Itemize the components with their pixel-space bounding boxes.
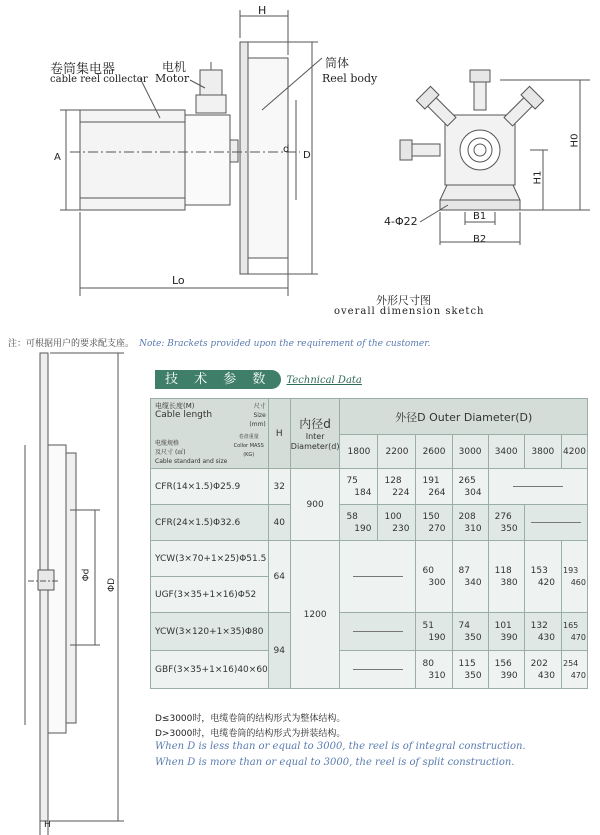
dim-label-D: D: [303, 150, 311, 161]
table-corner-cell: [151, 399, 269, 469]
side-label-H: H: [44, 820, 51, 830]
collector-body: [80, 110, 185, 210]
dim-label-B1: B1: [473, 211, 487, 222]
empty-cell: [524, 505, 587, 541]
diameter-header: 4200: [562, 435, 588, 469]
outer-diameter-header: 外径D Outer Diameter(D): [340, 399, 588, 435]
H-cell: 64: [268, 541, 290, 613]
diameter-header: 3800: [524, 435, 561, 469]
value-cell: 150 270: [416, 505, 452, 541]
spec-cell: CFR(24×1.5)Φ32.6: [151, 505, 269, 541]
empty-cell: [488, 469, 587, 505]
dimension-sketch-front: [0, 0, 600, 330]
footer-en-1: When D is less than or equal to 3000, the reel is of integral construction.: [155, 741, 526, 752]
note-cn: 注：可根据用户的要求配支座。: [8, 339, 135, 349]
footer-cn-2: D>3000时，电缆卷筒的结构形式为拼装结构。: [155, 729, 346, 739]
dash-mark: [353, 669, 403, 670]
value-cell: 193 460: [562, 541, 588, 613]
value-cell: 74 350: [452, 613, 488, 651]
spec-cell: CFR(14×1.5)Φ25.9: [151, 469, 269, 505]
end-view-shape: [400, 70, 590, 245]
side-label-phi-D: ΦD: [107, 577, 118, 593]
tech-header: [155, 368, 362, 387]
value-cell: 58 190: [340, 505, 378, 541]
empty-cell: [340, 613, 416, 651]
table-row: [151, 505, 588, 541]
connector-block: [185, 115, 230, 205]
diameter-header: 3400: [488, 435, 524, 469]
value-cell: 132 430: [524, 613, 561, 651]
corner-mass: 卷盘重量 Collor MASS (KG): [233, 434, 264, 458]
dim-label-H0: H0: [569, 133, 581, 148]
H-cell: 32: [268, 469, 290, 505]
holes-label: 4-Φ22: [384, 215, 418, 228]
table-row: [151, 651, 588, 689]
value-cell: 202 430: [524, 651, 561, 689]
motor-label-en: Motor: [155, 72, 190, 85]
collector-label-en: cable reel collector: [50, 74, 148, 85]
footer-cn-1: D≤3000时，电缆卷筒的结构形式为整体结构。: [155, 714, 346, 724]
diameter-header: 3000: [452, 435, 488, 469]
empty-cell: [340, 541, 416, 613]
value-cell: 153 420: [524, 541, 561, 613]
dim-label-A: A: [54, 152, 61, 163]
spec-cell: YCW(3×70+1×25)Φ51.5: [151, 541, 269, 577]
dim-label-H: H: [258, 4, 267, 17]
corner-spec: 电缆规格 及尺寸 (㎡) Cable standard and size: [155, 440, 228, 465]
H-cell: 40: [268, 505, 290, 541]
note-en: Note: Brackets provided upon the requirement of the customer.: [139, 339, 431, 349]
value-cell: 254 470: [562, 651, 588, 689]
dim-label-d: d: [283, 144, 290, 155]
sketch-caption-en: overall dimension sketch: [334, 306, 485, 317]
H-cell: 94: [268, 613, 290, 689]
reel-plate: [240, 42, 248, 274]
value-cell: 75 184: [340, 469, 378, 505]
collector-label-cn: 卷筒集电器: [50, 62, 116, 77]
col-inner-header: 内径d Inter Diameter(d): [290, 399, 340, 469]
dash-mark: [353, 576, 403, 577]
table-row: [151, 613, 588, 651]
value-cell: 156 390: [488, 651, 524, 689]
inner-cell: 1200: [290, 541, 340, 689]
diameter-header: 1800: [340, 435, 378, 469]
technical-data-table: [150, 398, 588, 689]
sketch-caption-cn: 外形尺寸图: [376, 294, 431, 307]
value-cell: 101 390: [488, 613, 524, 651]
spec-cell: YCW(3×120+1×35)Φ80: [151, 613, 269, 651]
reel-label-en: Reel body: [322, 72, 378, 85]
value-cell: 165 470: [562, 613, 588, 651]
value-cell: 80 310: [416, 651, 452, 689]
tech-title-en: Technical Data: [286, 375, 362, 386]
value-cell: 118 380: [488, 541, 524, 613]
value-cell: 191 264: [416, 469, 452, 505]
value-cell: 128 224: [378, 469, 416, 505]
table-row: [151, 541, 588, 577]
value-cell: 265 304: [452, 469, 488, 505]
tech-title-cn: 技 术 参 数: [155, 370, 281, 389]
corner-length: 电缆长度(M) Cable length: [155, 402, 213, 420]
spec-cell: GBF(3×35+1×16)40×60: [151, 651, 269, 689]
table-row: [151, 469, 588, 505]
dash-mark: [353, 631, 403, 632]
dim-label-B2: B2: [473, 234, 487, 245]
empty-cell: [340, 651, 416, 689]
dash-mark: [513, 486, 563, 487]
value-cell: 87 340: [452, 541, 488, 613]
value-cell: 276 350: [488, 505, 524, 541]
side-view-drawing: [0, 345, 140, 835]
col-H-header: H: [268, 399, 290, 469]
footer-en-2: When D is more than or equal to 3000, the reel is of split construction.: [155, 757, 515, 768]
motor-label-cn: 电机: [162, 60, 187, 74]
inner-cell: 900: [290, 469, 340, 541]
diameter-header: 2600: [416, 435, 452, 469]
dim-label-H1: H1: [532, 170, 544, 185]
value-cell: 51 190: [416, 613, 452, 651]
diameter-header: 2200: [378, 435, 416, 469]
value-cell: 60 300: [416, 541, 452, 613]
side-label-phi-d: Φd: [81, 568, 92, 582]
value-cell: 115 350: [452, 651, 488, 689]
value-cell: 100 230: [378, 505, 416, 541]
spec-cell: UGF(3×35+1×16)Φ52: [151, 577, 269, 613]
dash-mark: [531, 522, 581, 523]
value-cell: 208 310: [452, 505, 488, 541]
reel-label-cn: 筒体: [325, 56, 350, 70]
corner-size: 尺寸 Size (mm): [249, 403, 266, 428]
dim-label-Lo: Lo: [172, 274, 185, 287]
